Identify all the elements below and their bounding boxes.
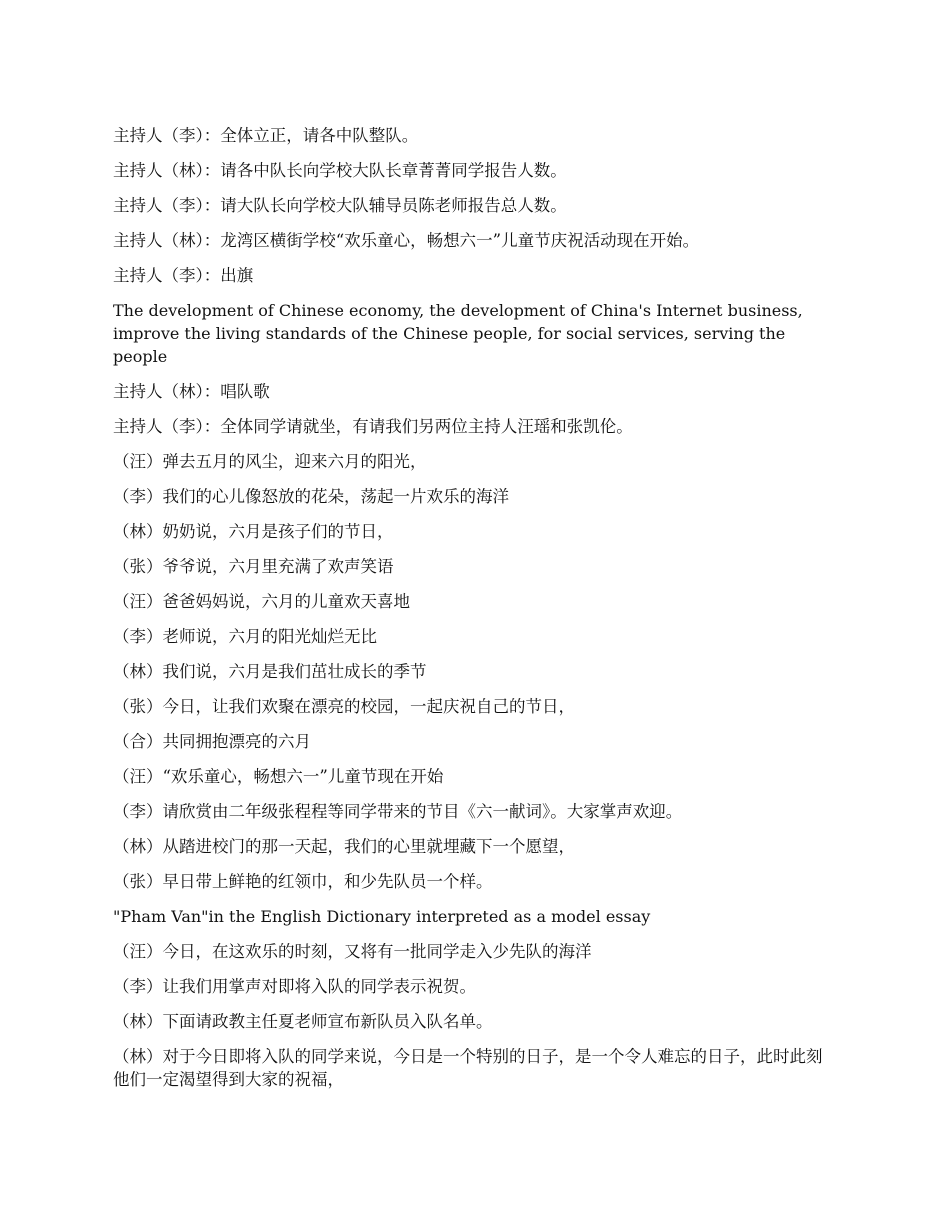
paragraph-19: （李）请欣赏由二年级张程程等同学带来的节目《六一献词》。大家掌声欢迎。 (113, 802, 683, 821)
paragraph-23: （汪）今日，在这欢乐的时刻，又将有一批同学走入少先队的海洋 (113, 942, 592, 961)
paragraph-21: （张）早日带上鲜艳的红领巾，和少先队员一个样。 (113, 872, 493, 891)
paragraph-3: 主持人（李）：请大队长向学校大队辅导员陈老师报告总人数。 (113, 196, 567, 215)
paragraph-18: （汪）“欢乐童心，畅想六一”儿童节现在开始 (113, 767, 444, 786)
paragraph-9: （汪）弹去五月的风尘，迎来六月的阳光， (113, 452, 427, 471)
paragraph-25: （林）下面请政教主任夏老师宣布新队员入队名单。 (113, 1012, 493, 1031)
paragraph-16: （张）今日，让我们欢聚在漂亮的校园，一起庆祝自己的节日， (113, 697, 575, 716)
paragraph-20: （林）从踏进校门的那一天起，我们的心里就埋藏下一个愿望， (113, 837, 575, 856)
paragraph-7: 主持人（林）：唱队歌 (113, 382, 270, 401)
english-paragraph-1: The development of Chinese economy, the development of China's Internet business, improve the living standards of the Chinese people, for social services, serving the people (113, 301, 803, 366)
paragraph-14: （李）老师说，六月的阳光灿烂无比 (113, 627, 377, 646)
paragraph-13: （汪）爸爸妈妈说，六月的儿童欢天喜地 (113, 592, 410, 611)
paragraph-10: （李）我们的心儿像怒放的花朵，荡起一片欢乐的海洋 (113, 487, 509, 506)
paragraph-24: （李）让我们用掌声对即将入队的同学表示祝贺。 (113, 977, 476, 996)
document-body (113, 124, 833, 1103)
paragraph-11: （林）奶奶说，六月是孩子们的节日， (113, 522, 394, 541)
paragraph-26: （林）对于今日即将入队的同学来说，今日是一个特别的日子，是一个令人难忘的日子，此时此刻他们一定渴望得到大家的祝福， (113, 1047, 823, 1089)
paragraph-12: （张）爷爷说，六月里充满了欢声笑语 (113, 557, 394, 576)
paragraph-5: 主持人（李）：出旗 (113, 266, 254, 285)
paragraph-4: 主持人（林）：龙湾区横街学校“欢乐童心，畅想六一”儿童节庆祝活动现在开始。 (113, 231, 700, 250)
paragraph-17: （合）共同拥抱漂亮的六月 (113, 732, 311, 751)
paragraph-8: 主持人（李）：全体同学请就坐，有请我们另两位主持人汪瑶和张凯伦。 (113, 417, 633, 436)
english-paragraph-2: "Pham Van"in the English Dictionary interpreted as a model essay (113, 907, 651, 926)
paragraph-2: 主持人（林）：请各中队长向学校大队长章菁菁同学报告人数。 (113, 161, 567, 180)
paragraph-1: 主持人（李）：全体立正，请各中队整队。 (113, 126, 419, 145)
paragraph-15: （林）我们说，六月是我们茁壮成长的季节 (113, 662, 427, 681)
